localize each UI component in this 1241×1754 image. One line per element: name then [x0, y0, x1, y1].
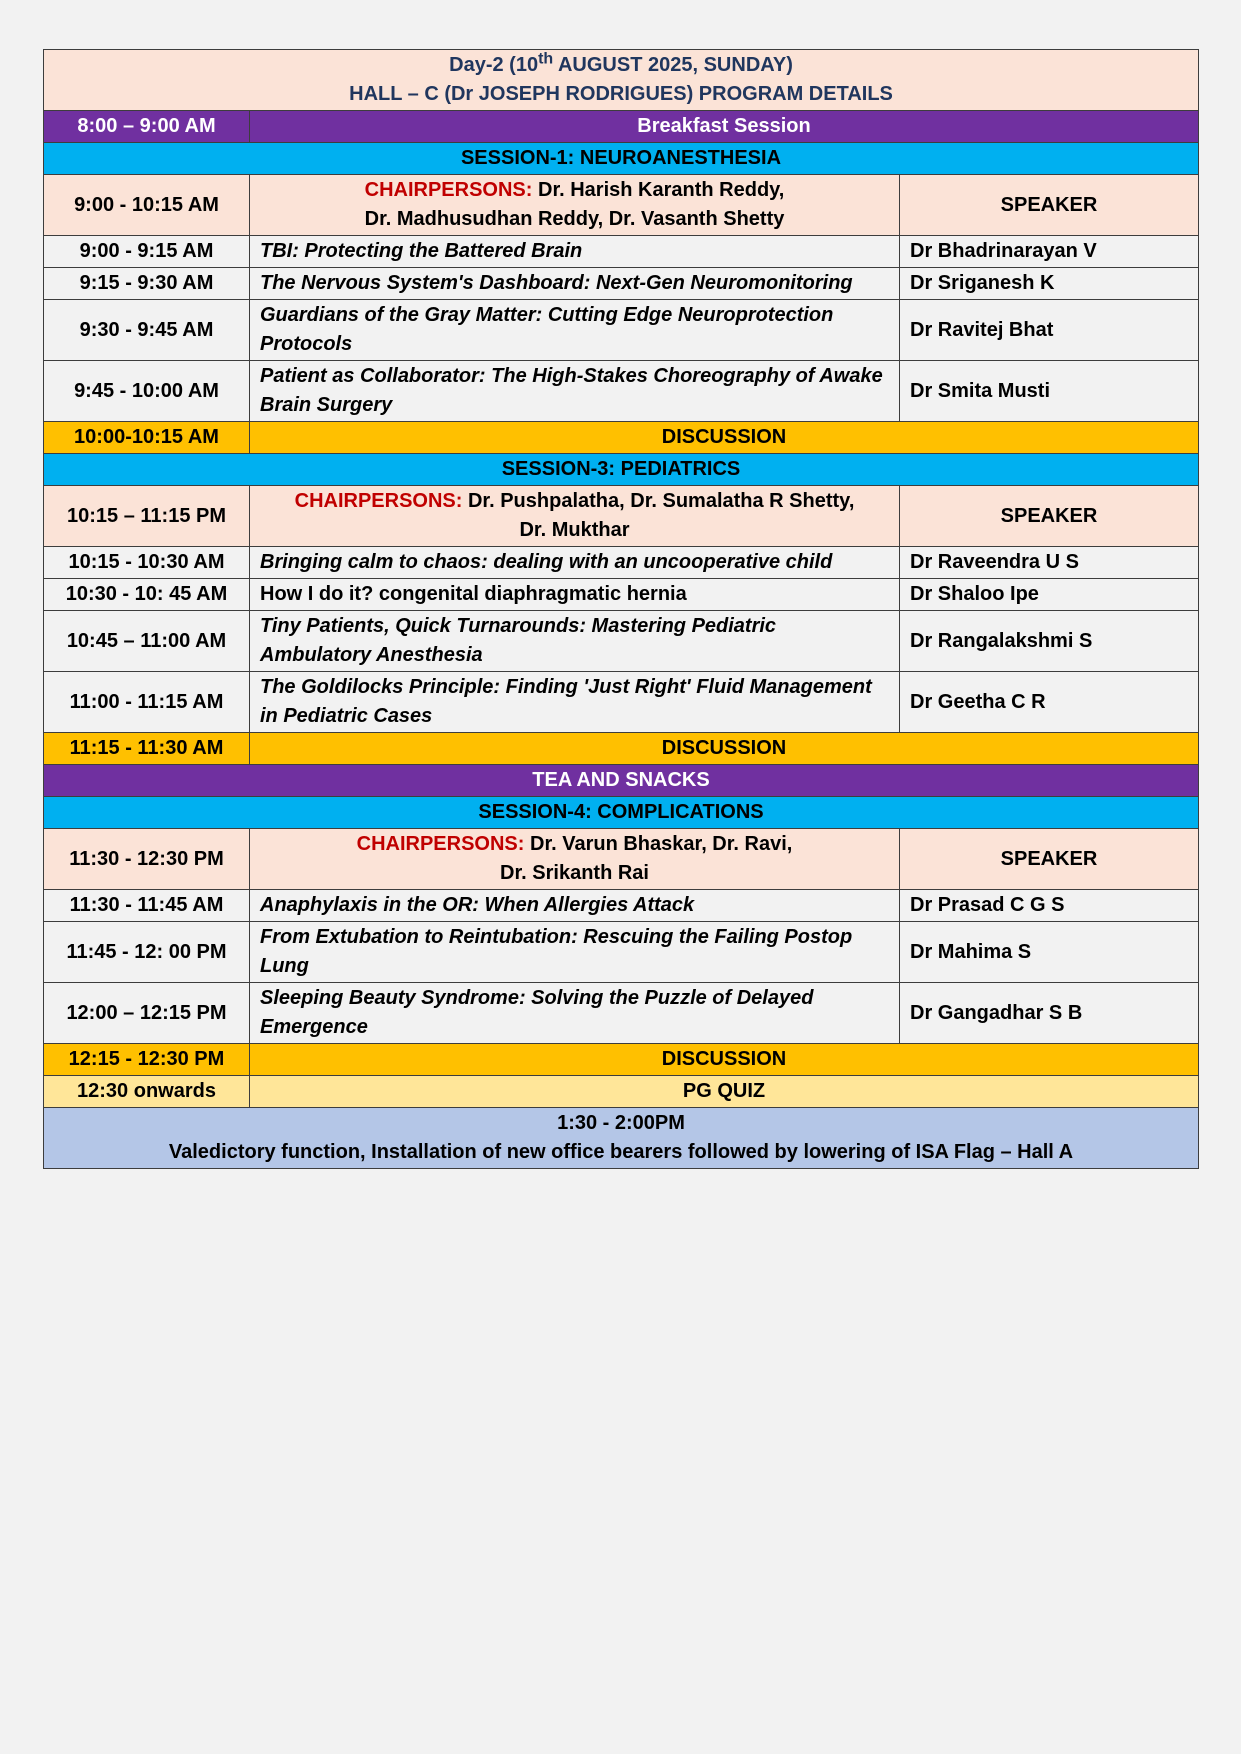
talk-title: Anaphylaxis in the OR: When Allergies Attack [250, 890, 900, 922]
talk-row [44, 547, 1199, 579]
chairpersons-row [44, 829, 1199, 890]
chairpersons-label: CHAIRPERSONS: [356, 833, 525, 855]
talk-row [44, 611, 1199, 672]
speaker-header: SPEAKER [900, 829, 1199, 890]
talk-title: Tiny Patients, Quick Turnarounds: Mastering Pediatric Ambulatory Anesthesia [250, 611, 900, 672]
session-header [44, 454, 1199, 486]
chairpersons-row [44, 486, 1199, 547]
talk-title: Sleeping Beauty Syndrome: Solving the Puzzle of Delayed Emergence [250, 983, 900, 1044]
talk-time: 10:30 - 10: 45 AM [44, 579, 250, 611]
talk-time: 12:00 – 12:15 PM [44, 983, 250, 1044]
talk-time: 11:45 - 12: 00 PM [44, 922, 250, 983]
discussion-time: 12:15 - 12:30 PM [44, 1044, 250, 1076]
talk-row [44, 579, 1199, 611]
talk-row [44, 672, 1199, 733]
talk-title: From Extubation to Reintubation: Rescuing the Failing Postop Lung [250, 922, 900, 983]
program-title: Day-2 (10th AUGUST 2025, SUNDAY) HALL – C (Dr JOSEPH RODRIGUES) PROGRAM DETAILS [44, 50, 1199, 111]
talk-speaker: Dr Shaloo Ipe [900, 579, 1199, 611]
chair-time: 11:30 - 12:30 PM [44, 829, 250, 890]
session-header [44, 797, 1199, 829]
breakfast-label: Breakfast Session [250, 111, 1199, 143]
chair-time: 9:00 - 10:15 AM [44, 175, 250, 236]
talk-title: The Goldilocks Principle: Finding 'Just Right' Fluid Management in Pediatric Cases [250, 672, 900, 733]
talk-title: Patient as Collaborator: The High-Stakes Choreography of Awake Brain Surgery [250, 361, 900, 422]
talk-speaker: Dr Geetha C R [900, 672, 1199, 733]
breakfast-row [44, 111, 1199, 143]
talk-time: 9:15 - 9:30 AM [44, 268, 250, 300]
valedictory-row [44, 1108, 1199, 1169]
chairpersons-label: CHAIRPERSONS: [294, 490, 463, 512]
quiz-row [44, 1076, 1199, 1108]
speaker-header: SPEAKER [900, 175, 1199, 236]
talk-row [44, 890, 1199, 922]
discussion-label: DISCUSSION [250, 733, 1199, 765]
discussion-label: DISCUSSION [250, 422, 1199, 454]
talk-row [44, 922, 1199, 983]
talk-time: 10:15 - 10:30 AM [44, 547, 250, 579]
chairpersons-cell: CHAIRPERSONS: Dr. Varun Bhaskar, Dr. Ravi, Dr. Srikanth Rai [250, 829, 900, 890]
tea-label: TEA AND SNACKS [44, 765, 1199, 797]
hall-title: HALL – C (Dr JOSEPH RODRIGUES) PROGRAM DETAILS [349, 83, 893, 105]
talk-speaker: Dr Ravitej Bhat [900, 300, 1199, 361]
talk-title: How I do it? congenital diaphragmatic hernia [250, 579, 900, 611]
talk-row [44, 268, 1199, 300]
talk-row [44, 236, 1199, 268]
quiz-time: 12:30 onwards [44, 1076, 250, 1108]
talk-speaker: Dr Prasad C G S [900, 890, 1199, 922]
session-title: SESSION-3: PEDIATRICS [44, 454, 1199, 486]
breakfast-time: 8:00 – 9:00 AM [44, 111, 250, 143]
talk-row [44, 300, 1199, 361]
chair-time: 10:15 – 11:15 PM [44, 486, 250, 547]
chairpersons-cell: CHAIRPERSONS: Dr. Pushpalatha, Dr. Sumalatha R Shetty, Dr. Mukthar [250, 486, 900, 547]
discussion-row [44, 733, 1199, 765]
session-header [44, 143, 1199, 175]
talk-row [44, 361, 1199, 422]
talk-time: 11:00 - 11:15 AM [44, 672, 250, 733]
program-header [44, 50, 1199, 111]
talk-speaker: Dr Gangadhar S B [900, 983, 1199, 1044]
talk-title: The Nervous System's Dashboard: Next-Gen Neuromonitoring [250, 268, 900, 300]
talk-time: 9:30 - 9:45 AM [44, 300, 250, 361]
session-title: SESSION-1: NEUROANESTHESIA [44, 143, 1199, 175]
valedictory-text: Valedictory function, Installation of new office bearers followed by lowering of ISA Flag – Hall A [168, 1141, 1074, 1163]
speaker-header: SPEAKER [900, 486, 1199, 547]
talk-speaker: Dr Smita Musti [900, 361, 1199, 422]
talk-row [44, 983, 1199, 1044]
talk-speaker: Dr Bhadrinarayan V [900, 236, 1199, 268]
program-table [43, 49, 1199, 1169]
discussion-time: 11:15 - 11:30 AM [44, 733, 250, 765]
discussion-row [44, 1044, 1199, 1076]
talk-title: TBI: Protecting the Battered Brain [250, 236, 900, 268]
talk-time: 9:00 - 9:15 AM [44, 236, 250, 268]
discussion-time: 10:00-10:15 AM [44, 422, 250, 454]
talk-speaker: Dr Sriganesh K [900, 268, 1199, 300]
talk-speaker: Dr Rangalakshmi S [900, 611, 1199, 672]
talk-title: Guardians of the Gray Matter: Cutting Edge Neuroprotection Protocols [250, 300, 900, 361]
talk-speaker: Dr Mahima S [900, 922, 1199, 983]
discussion-label: DISCUSSION [250, 1044, 1199, 1076]
quiz-label: PG QUIZ [250, 1076, 1199, 1108]
valedictory-time: 1:30 - 2:00PM [557, 1112, 685, 1134]
discussion-row [44, 422, 1199, 454]
talk-title: Bringing calm to chaos: dealing with an uncooperative child [250, 547, 900, 579]
session-title: SESSION-4: COMPLICATIONS [44, 797, 1199, 829]
chairpersons-cell: CHAIRPERSONS: Dr. Harish Karanth Reddy, Dr. Madhusudhan Reddy, Dr. Vasanth Shetty [250, 175, 900, 236]
chairpersons-row [44, 175, 1199, 236]
talk-time: 9:45 - 10:00 AM [44, 361, 250, 422]
chairpersons-label: CHAIRPERSONS: [364, 179, 533, 201]
valedictory-cell [44, 1108, 1199, 1169]
talk-time: 10:45 – 11:00 AM [44, 611, 250, 672]
talk-time: 11:30 - 11:45 AM [44, 890, 250, 922]
tea-row [44, 765, 1199, 797]
talk-speaker: Dr Raveendra U S [900, 547, 1199, 579]
